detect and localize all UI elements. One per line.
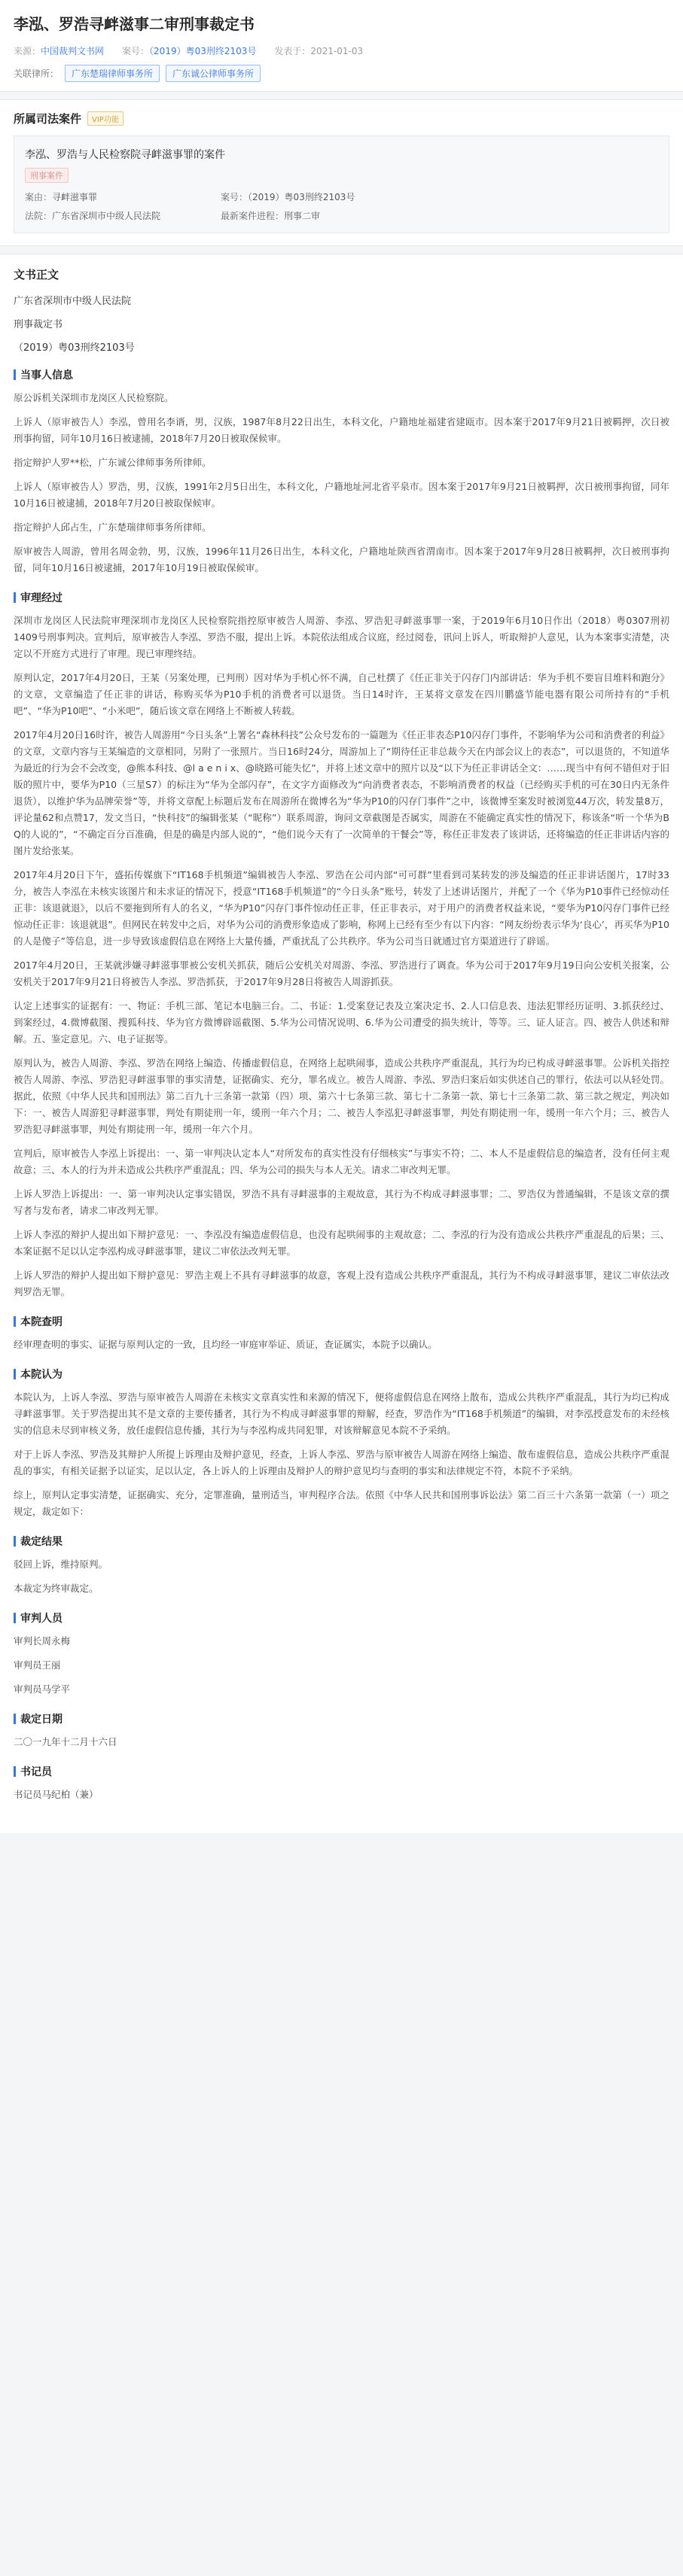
found-paragraph: 经审理查明的事实、证据与原判认定的一致，且均经一审庭审举证、质证，查证属实，本院予以确认。 [14, 1339, 438, 1350]
heading-bar [14, 1369, 16, 1379]
case-no-field [221, 190, 658, 203]
view-paragraph: 综上，原判认定事实清楚，证据确实、充分，定罪准确，量刑适当，审判程序合法。依照《中华人民共和国刑事诉讼法》第二百三十六条第一款第（一）项之规定，裁定如下： [14, 1489, 669, 1517]
case-no-label: 案号： [221, 192, 249, 202]
doc-number: （2019）粤03刑终2103号 [14, 342, 135, 354]
judicial-case-section [0, 99, 683, 246]
heading-date [14, 1711, 669, 1726]
firm-tag[interactable]: 广东楚瑞律师事务所 [65, 65, 160, 82]
cause-value: 寻衅滋事罪 [52, 192, 98, 202]
publish-label: 发表于： [274, 46, 311, 56]
heading-text: 审判人员 [20, 1613, 63, 1625]
party-paragraph: 上诉人（原审被告人）罗浩，男，汉族，1991年2月5日出生，本科文化，户籍地址河北省平泉市。因本案于2017年9月21日被羁押，次日被刑事拘留，同年10月16日被逮捕，2018年7月20日被取保候审。 [14, 481, 669, 509]
source-link[interactable]: 中国裁判文书网 [41, 46, 105, 56]
section-heading [14, 111, 669, 126]
heading-text: 本院认为 [20, 1369, 63, 1381]
heading-view [14, 1367, 669, 1382]
trial-paragraph: 原判认定，2017年4月20日，王某（另案处理，已判刑）因对华为手机心怀不满，自己杜撰了《任正非关于闪存门内部讲话：华为手机不要盲目堆料和跑分》的文章，文章编造了任正非的讲话，称购买华为P10手机的消费者可以退货。当日14时许，王某将文章发在四川鹏盛节能电器有限公司所持有的“手机吧”、“华为P10吧”、“小米吧”，随后该文章在网络上不断被人转载。 [14, 672, 669, 716]
court-field [25, 209, 221, 222]
result-line: 驳回上诉，维持原判。 [14, 1559, 108, 1570]
ruling-date: 二〇一九年十二月十六日 [14, 1736, 117, 1747]
heading-trial [14, 590, 669, 605]
party-paragraph: 原公诉机关深圳市龙岗区人民检察院。 [14, 392, 174, 403]
firm-tag[interactable]: 广东诚公律师事务所 [166, 65, 261, 82]
case-details [25, 190, 658, 222]
cause-label: 案由： [25, 192, 53, 202]
latest-field [221, 209, 658, 222]
document-body [0, 254, 683, 1833]
judge-line: 审判长周永梅 [14, 1635, 71, 1647]
vip-badge: VIP功能 [87, 111, 123, 126]
party-paragraph: 指定辩护人邱占生，广东楚瑞律师事务所律师。 [14, 522, 212, 533]
party-paragraph: 原审被告人周游，曾用名周金勃，男，汉族，1996年11月26日出生，本科文化，户籍地址陕西省渭南市。因本案于2017年9月28日被羁押，次日被刑事拘留，同年10月16日被逮捕，2017年10月19日被取保候审。 [14, 546, 669, 573]
trial-paragraph: 宣判后，原审被告人李泓上诉提出：一、第一审判决认定本人“对所发布的真实性没有仔细核实”与事实不符；二、本人不是虚假信息的编造者，没有任何主观故意；三、本人的行为并未造成公共秩序严重混乱；四、华为公司的损失与本人无关。请求二审改判无罪。 [14, 1148, 669, 1175]
trial-paragraph: 深圳市龙岗区人民法院审理深圳市龙岗区人民检察院指控原审被告人周游、李泓、罗浩犯寻衅滋事罪一案，于2019年6月10日作出（2018）粤0307刑初1409号刑事判决。宣判后，原审被告人李泓、罗浩不服，提出上诉。本院依法组成合议庭，经过阅卷，讯问上诉人，听取辩护人意见，认为本案事实清楚，决定以不开庭方式进行了审理。现已审理终结。 [14, 615, 669, 659]
source-label: 来源： [14, 46, 41, 56]
view-paragraph: 对于上诉人李泓、罗浩及其辩护人所提上诉理由及辩护意见，经查，上诉人李泓、罗浩与原审被告人周游在网络上编造、散布虚假信息，造成公共秩序严重混乱的事实，有相关证据予以证实，足以认定，各上诉人的上诉理由及辩护人的辩护意见均与查明的事实和法律规定不符，本院不予采纳。 [14, 1449, 669, 1477]
party-paragraph: 指定辩护人罗**松，广东诚公律师事务所律师。 [14, 457, 212, 468]
heading-text: 裁定结果 [20, 1536, 63, 1548]
heading-bar [14, 1714, 16, 1724]
trial-paragraph: 2017年4月20日，王某就涉嫌寻衅滋事罪被公安机关抓获，随后公安机关对周游、李泓、罗浩进行了调查。华为公司于2017年9月19日向公安机关报案，公安机关于2017年9月21日将被告人李泓、罗浩抓获，于2017年9月28日将被告人周游抓获。 [14, 960, 669, 987]
heading-clerk [14, 1764, 669, 1779]
case-title[interactable]: 李泓、罗浩与人民检察院寻衅滋事罪的案件 [25, 149, 225, 161]
heading-bar [14, 370, 16, 380]
trial-paragraph: 2017年4月20日下午，盛拓传媒旗下“IT168手机频道”编辑被告人李泓、罗浩在公司内部“可可群”里看到司某转发的涉及编造的任正非讲话图片，17时33分，被告人李泓在未核实该图片和未求证的情况下，授意“IT168手机频道”的“今日头条”账号，转发了上述讲话图片，并配了一个《华为P10事件已经惊动任正非：该退就退》，以后不要拖到所有人的名义，“华为P10”闪存门事件惊动任正非，任正非表示，对于用户的消费者权益来说，“要华为P10闪存门事件已经惊动任正非：该退就退”。但网民在转发中之后，对华为公司的消费形象造成了影响，称网上已经有至少有以下内容：“网友纷纷表示华为‘良心’，再买华为P10的人是傻子”等信息，进一步导致该虚假信息在网络上大量传播，严重扰乱了公共秩序。华为公司当日就通过官方渠道进行了辟谣。 [14, 869, 669, 947]
latest-value: 刑事二审 [284, 211, 321, 221]
related-firms [14, 65, 669, 82]
heading-bar [14, 592, 16, 603]
court-label: 法院： [25, 211, 53, 221]
cause-field [25, 190, 221, 203]
trial-paragraph: 上诉人李泓的辩护人提出如下辩护意见：一、李泓没有编造虚假信息，也没有起哄闹事的主观故意；二、李泓的行为没有造成公共秩序严重混乱的后果；三、本案证据不足以认定李泓构成寻衅滋事罪，建议二审依法改判无罪。 [14, 1229, 669, 1257]
heading-text: 书记员 [20, 1766, 52, 1778]
party-paragraph: 上诉人（原审被告人）李泓，曾用名李谞，男，汉族，1987年8月22日出生，本科文化，户籍地址福建省建瓯市。因本案于2017年9月21日被羁押，次日被刑事拘留，同年10月16日被逮捕，2018年7月20日被取保候审。 [14, 416, 669, 444]
trial-paragraph: 上诉人罗浩的辩护人提出如下辩护意见：罗浩主观上不具有寻衅滋事的故意，客观上没有造成公共秩序严重混乱，其行为不构成寻衅滋事罪，建议二审依法改判罗浩无罪。 [14, 1270, 669, 1297]
case-category-badge: 刑事案件 [25, 168, 69, 183]
case-number-label: 案号： [122, 46, 150, 56]
court-value: 广东省深圳市中级人民法院 [52, 211, 161, 221]
latest-label: 最新案件进程： [221, 211, 285, 221]
heading-bar [14, 1316, 16, 1327]
doc-type: 刑事裁定书 [14, 319, 63, 330]
trial-paragraph: 2017年4月20日16时许，被告人周游用“今日头条”上署名“森林科技”公众号发布的一篇题为《任正非表态P10闪存门事件，不影响华为公司和消费者的利益》的文章，文章内容与王某编造的文章相同，另附了一张照片。当日16时24分，周游加上了“期待任正非总裁今天在内部会议上的表态”，可以退货的，不知道华为最近的行为会不会改变，@熊本科技、@l a e n i x、@晓路可能失忆”，并将上述文章中的照片以及“以下为任正非讲话全文：……现当中有何不错但对于旧版的照片中，要华为P10（三星S7）的标注为“华为全部闪存”，在文字方面修改为“向消费者表态，不影响消费者的权益（已经购买手机的可在30日内无条件退货），以维护华为品牌荣誉”等，并将文章配上标题后发布在周游所在微博名为“华为P10的闪存门事件”之中，该微博至案发时被浏览44万次，转发量8万，评论量62和点赞17，发文当日，“快科技”的编辑张某（“昵称”）联系周游，询问文章截图是否属实，周游在不能确定真实性的情况下，称该条“听一个华为B Q的人说的”，“不确定百分百准确，但是的确是内部人说的”，“他们说今天有了一次简单的干餐会”等，称任正非发表了该讲话，还将编造的任正非讲话内容的图片发给张某。 [14, 729, 669, 856]
publish-value: 2021-01-03 [310, 46, 364, 56]
trial-paragraph: 原判认为，被告人周游、李泓、罗浩在网络上编造、传播虚假信息，在网络上起哄闹事，造成公共秩序严重混乱，其行为均已构成寻衅滋事罪。公诉机关指控被告人周游、李泓、罗浩犯寻衅滋事罪的事实清楚，证据确实、充分，罪名成立。被告人周游、李泓、罗浩归案后如实供述自己的罪行，依法可以从轻处罚。据此，依照《中华人民共和国刑法》第二百九十三条第一款第（四）项、第六十七条第三款、第七十二条第一款、第七十三条第二款、第三款之规定，判决如下：一、被告人周游犯寻衅滋事罪，判处有期徒刑一年，缓刑一年六个月；二、被告人李泓犯寻衅滋事罪，判处有期徒刑一年，缓刑一年六个月；三、被告人罗浩犯寻衅滋事罪，判处有期徒刑一年，缓刑一年六个月。 [14, 1057, 669, 1135]
heading-result [14, 1534, 669, 1549]
judge-line: 审判员王丽 [14, 1659, 61, 1671]
section-title: 所属司法案件 [14, 112, 82, 126]
document-header [0, 0, 683, 92]
doc-section-title: 文书正文 [14, 268, 59, 281]
case-number-info [122, 44, 256, 57]
publish-date [274, 44, 363, 57]
court-name: 广东省深圳市中级人民法院 [14, 296, 132, 307]
view-paragraph: 本院认为，上诉人李泓、罗浩与原审被告人周游在未核实文章真实性和来源的情况下，便将虚假信息在网络上散布，造成公共秩序严重混乱，其行为均已构成寻衅滋事罪。关于罗浩提出其不是文章的主要传播者，其行为不构成寻衅滋事罪的辩解，经查，罗浩作为“IT168手机频道”的编辑，对李泓授意发布的未经核实的信息未尽到审核义务，放任虚假信息传播，其行为与李泓构成共同犯罪，对该辩解意见本院不予采纳。 [14, 1391, 669, 1436]
page-title: 李泓、罗浩寻衅滋事二审刑事裁定书 [14, 15, 255, 33]
case-card[interactable] [14, 135, 669, 233]
result-line: 本裁定为终审裁定。 [14, 1583, 99, 1594]
heading-party [14, 367, 669, 382]
meta-row [14, 44, 669, 57]
heading-found [14, 1314, 669, 1329]
heading-bar [14, 1766, 16, 1777]
source-info [14, 44, 104, 57]
clerk-line: 书记员马纪柏（兼） [14, 1789, 99, 1800]
judge-line: 审判员马学平 [14, 1683, 71, 1695]
trial-paragraph: 上诉人罗浩上诉提出：一、第一审判决认定事实错误，罗浩不具有寻衅滋事的主观故意，其行为不构成寻衅滋事罪；二、罗浩仅为普通编辑，不是该文章的撰写者与发布者，请求二审改判无罪。 [14, 1188, 669, 1216]
heading-text: 审理经过 [20, 592, 63, 604]
heading-bar [14, 1613, 16, 1623]
case-no-value: （2019）粤03刑终2103号 [248, 192, 355, 202]
case-number-link[interactable]: （2019）粤03刑终2103号 [149, 46, 257, 56]
heading-judges [14, 1610, 669, 1626]
heading-text: 裁定日期 [20, 1714, 63, 1726]
firms-label: 关联律所： [14, 68, 59, 79]
heading-text: 本院查明 [20, 1316, 63, 1328]
heading-text: 当事人信息 [20, 370, 73, 382]
heading-bar [14, 1536, 16, 1547]
trial-paragraph: 认定上述事实的证据有：一、物证：手机三部、笔记本电脑三台。二、书证：1.受案登记表及立案决定书、2.人口信息表、违法犯罪经历证明、3.抓获经过、到案经过，4.微博截图、搜狐科技、华为官方微博辟谣截图、5.华为公司情况说明、6.华为公司遭受的损失统计，等等。三、证人证言。四、被告人供述和辩解。五、鉴定意见。六、电子证据等。 [14, 1000, 669, 1045]
